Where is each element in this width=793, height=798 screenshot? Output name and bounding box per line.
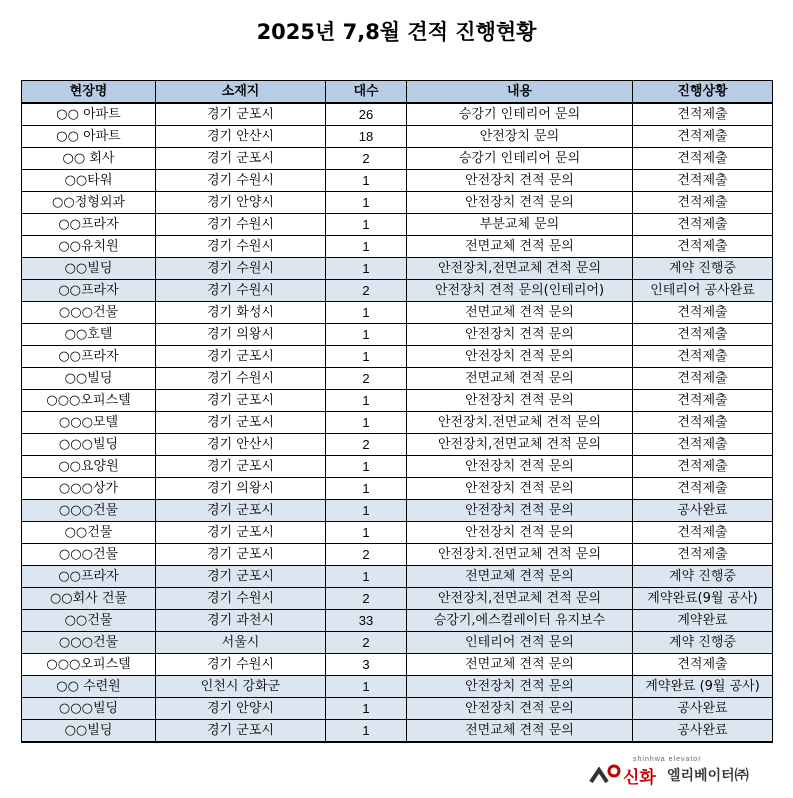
cell-content: 안전장치 견적 문의 bbox=[407, 500, 633, 522]
cell-count: 33 bbox=[326, 610, 407, 632]
cell-location: 경기 군포시 bbox=[156, 346, 326, 368]
table-row bbox=[22, 588, 773, 610]
cell-count: 2 bbox=[326, 434, 407, 456]
cell-site: ○○건물 bbox=[22, 522, 156, 544]
logo-company-suffix: 엘리베이터㈜ bbox=[667, 768, 749, 784]
table-row bbox=[22, 698, 773, 720]
cell-content: 안전장치 견적 문의 bbox=[407, 170, 633, 192]
table-row bbox=[22, 632, 773, 654]
cell-count: 1 bbox=[326, 698, 407, 720]
cell-site: ○○빌딩 bbox=[22, 720, 156, 743]
table-row bbox=[22, 324, 773, 346]
cell-count: 1 bbox=[326, 500, 407, 522]
cell-location: 서울시 bbox=[156, 632, 326, 654]
cell-content: 전면교체 견적 문의 bbox=[407, 720, 633, 743]
cell-content: 전면교체 견적 문의 bbox=[407, 368, 633, 390]
cell-site: ○○○빌딩 bbox=[22, 698, 156, 720]
shinhwa-logo-mark-icon bbox=[589, 762, 621, 784]
cell-location: 경기 수원시 bbox=[156, 258, 326, 280]
cell-content: 안전장치 견적 문의 bbox=[407, 698, 633, 720]
cell-status: 공사완료 bbox=[633, 500, 773, 522]
cell-site: ○○유치원 bbox=[22, 236, 156, 258]
cell-count: 1 bbox=[326, 566, 407, 588]
table-row bbox=[22, 192, 773, 214]
cell-status: 공사완료 bbox=[633, 698, 773, 720]
table-row bbox=[22, 280, 773, 302]
table-row bbox=[22, 368, 773, 390]
cell-count: 1 bbox=[326, 522, 407, 544]
cell-location: 경기 화성시 bbox=[156, 302, 326, 324]
cell-status: 견적제출 bbox=[633, 126, 773, 148]
logo-subtitle: shinhwa elevator bbox=[633, 756, 702, 763]
cell-site: ○○○건물 bbox=[22, 632, 156, 654]
cell-count: 1 bbox=[326, 390, 407, 412]
header-count: 대수 bbox=[326, 81, 407, 104]
cell-count: 1 bbox=[326, 456, 407, 478]
cell-status: 계약 진행중 bbox=[633, 566, 773, 588]
cell-location: 경기 수원시 bbox=[156, 588, 326, 610]
header-content: 내용 bbox=[407, 81, 633, 104]
cell-content: 승강기 인테리어 문의 bbox=[407, 103, 633, 126]
cell-location: 경기 수원시 bbox=[156, 236, 326, 258]
header-location: 소재지 bbox=[156, 81, 326, 104]
cell-status: 인테리어 공사완료 bbox=[633, 280, 773, 302]
cell-status: 견적제출 bbox=[633, 390, 773, 412]
cell-content: 안전장치 견적 문의 bbox=[407, 676, 633, 698]
cell-count: 1 bbox=[326, 236, 407, 258]
cell-site: ○○프라자 bbox=[22, 280, 156, 302]
cell-site: ○○정형외과 bbox=[22, 192, 156, 214]
cell-location: 경기 과천시 bbox=[156, 610, 326, 632]
cell-content: 안전장치 견적 문의 bbox=[407, 478, 633, 500]
cell-site: ○○○상가 bbox=[22, 478, 156, 500]
cell-content: 승강기,에스컬레이터 유지보수 bbox=[407, 610, 633, 632]
cell-content: 부분교체 문의 bbox=[407, 214, 633, 236]
cell-count: 2 bbox=[326, 148, 407, 170]
cell-location: 경기 수원시 bbox=[156, 170, 326, 192]
table-row bbox=[22, 434, 773, 456]
cell-status: 계약 진행중 bbox=[633, 632, 773, 654]
table-row bbox=[22, 720, 773, 743]
cell-content: 안전장치 견적 문의(인테리어) bbox=[407, 280, 633, 302]
cell-status: 견적제출 bbox=[633, 368, 773, 390]
cell-status: 견적제출 bbox=[633, 522, 773, 544]
cell-status: 견적제출 bbox=[633, 148, 773, 170]
cell-status: 견적제출 bbox=[633, 654, 773, 676]
cell-content: 안전장치 견적 문의 bbox=[407, 192, 633, 214]
cell-status: 견적제출 bbox=[633, 103, 773, 126]
cell-status: 견적제출 bbox=[633, 346, 773, 368]
cell-status: 견적제출 bbox=[633, 214, 773, 236]
cell-location: 경기 수원시 bbox=[156, 654, 326, 676]
cell-status: 견적제출 bbox=[633, 412, 773, 434]
cell-count: 2 bbox=[326, 632, 407, 654]
cell-location: 경기 군포시 bbox=[156, 390, 326, 412]
cell-site: ○○ 회사 bbox=[22, 148, 156, 170]
cell-location: 경기 안양시 bbox=[156, 698, 326, 720]
cell-location: 경기 군포시 bbox=[156, 720, 326, 743]
cell-site: ○○프라자 bbox=[22, 346, 156, 368]
table-row bbox=[22, 214, 773, 236]
table-row bbox=[22, 566, 773, 588]
cell-count: 1 bbox=[326, 192, 407, 214]
cell-count: 2 bbox=[326, 368, 407, 390]
cell-location: 경기 의왕시 bbox=[156, 324, 326, 346]
cell-site: ○○○모텔 bbox=[22, 412, 156, 434]
cell-location: 경기 수원시 bbox=[156, 214, 326, 236]
cell-site: ○○○건물 bbox=[22, 302, 156, 324]
table-row bbox=[22, 456, 773, 478]
cell-location: 경기 수원시 bbox=[156, 280, 326, 302]
cell-location: 경기 군포시 bbox=[156, 522, 326, 544]
cell-site: ○○건물 bbox=[22, 610, 156, 632]
cell-count: 2 bbox=[326, 280, 407, 302]
cell-site: ○○타워 bbox=[22, 170, 156, 192]
cell-site: ○○○건물 bbox=[22, 500, 156, 522]
cell-count: 1 bbox=[326, 302, 407, 324]
cell-site: ○○프라자 bbox=[22, 566, 156, 588]
cell-count: 1 bbox=[326, 676, 407, 698]
cell-status: 견적제출 bbox=[633, 192, 773, 214]
cell-site: ○○○빌딩 bbox=[22, 434, 156, 456]
cell-status: 계약완료 (9월 공사) bbox=[633, 676, 773, 698]
table-header-row bbox=[22, 81, 773, 104]
table-row bbox=[22, 126, 773, 148]
cell-status: 계약완료 bbox=[633, 610, 773, 632]
cell-status: 견적제출 bbox=[633, 544, 773, 566]
cell-content: 전면교체 견적 문의 bbox=[407, 654, 633, 676]
cell-count: 1 bbox=[326, 324, 407, 346]
cell-content: 안전장치 문의 bbox=[407, 126, 633, 148]
quote-status-table bbox=[21, 80, 773, 743]
header-status: 진행상황 bbox=[633, 81, 773, 104]
cell-content: 전면교체 견적 문의 bbox=[407, 566, 633, 588]
table-row bbox=[22, 544, 773, 566]
table-row bbox=[22, 654, 773, 676]
cell-site: ○○빌딩 bbox=[22, 258, 156, 280]
cell-count: 3 bbox=[326, 654, 407, 676]
cell-content: 안전장치,전면교체 견적 문의 bbox=[407, 258, 633, 280]
cell-count: 1 bbox=[326, 258, 407, 280]
cell-site: ○○ 아파트 bbox=[22, 126, 156, 148]
cell-location: 경기 군포시 bbox=[156, 412, 326, 434]
company-logo bbox=[589, 754, 779, 788]
table-row bbox=[22, 170, 773, 192]
cell-status: 견적제출 bbox=[633, 434, 773, 456]
cell-status: 견적제출 bbox=[633, 170, 773, 192]
cell-location: 경기 군포시 bbox=[156, 566, 326, 588]
header-site: 현장명 bbox=[22, 81, 156, 104]
table-row bbox=[22, 236, 773, 258]
cell-location: 인천시 강화군 bbox=[156, 676, 326, 698]
cell-content: 승강기 인테리어 문의 bbox=[407, 148, 633, 170]
cell-location: 경기 군포시 bbox=[156, 148, 326, 170]
cell-content: 안전장치,전면교체 견적 문의 bbox=[407, 588, 633, 610]
cell-count: 2 bbox=[326, 588, 407, 610]
cell-content: 안전장치 견적 문의 bbox=[407, 324, 633, 346]
cell-status: 견적제출 bbox=[633, 302, 773, 324]
cell-location: 경기 안산시 bbox=[156, 126, 326, 148]
cell-count: 1 bbox=[326, 412, 407, 434]
cell-count: 1 bbox=[326, 214, 407, 236]
cell-site: ○○○건물 bbox=[22, 544, 156, 566]
cell-site: ○○ 수련원 bbox=[22, 676, 156, 698]
cell-count: 1 bbox=[326, 346, 407, 368]
cell-count: 1 bbox=[326, 170, 407, 192]
table-row bbox=[22, 610, 773, 632]
cell-location: 경기 군포시 bbox=[156, 103, 326, 126]
cell-status: 계약완료(9월 공사) bbox=[633, 588, 773, 610]
table-row bbox=[22, 522, 773, 544]
cell-site: ○○요양원 bbox=[22, 456, 156, 478]
cell-status: 공사완료 bbox=[633, 720, 773, 743]
table-row bbox=[22, 500, 773, 522]
cell-site: ○○회사 건물 bbox=[22, 588, 156, 610]
table-row bbox=[22, 302, 773, 324]
cell-site: ○○빌딩 bbox=[22, 368, 156, 390]
cell-count: 2 bbox=[326, 544, 407, 566]
table-row bbox=[22, 390, 773, 412]
cell-count: 26 bbox=[326, 103, 407, 126]
cell-count: 18 bbox=[326, 126, 407, 148]
cell-content: 안전장치,전면교체 견적 문의 bbox=[407, 434, 633, 456]
cell-site: ○○프라자 bbox=[22, 214, 156, 236]
cell-content: 안전장치 견적 문의 bbox=[407, 346, 633, 368]
cell-location: 경기 군포시 bbox=[156, 500, 326, 522]
table-row bbox=[22, 478, 773, 500]
cell-location: 경기 의왕시 bbox=[156, 478, 326, 500]
cell-content: 안전장치 견적 문의 bbox=[407, 456, 633, 478]
cell-content: 안전장치 견적 문의 bbox=[407, 390, 633, 412]
cell-status: 계약 진행중 bbox=[633, 258, 773, 280]
cell-count: 1 bbox=[326, 478, 407, 500]
cell-count: 1 bbox=[326, 720, 407, 743]
cell-site: ○○호텔 bbox=[22, 324, 156, 346]
page-title: 2025년 7,8월 견적 진행현황 bbox=[256, 20, 537, 44]
cell-content: 전면교체 견적 문의 bbox=[407, 236, 633, 258]
logo-name: 신화 bbox=[623, 768, 656, 788]
cell-content: 전면교체 견적 문의 bbox=[407, 302, 633, 324]
cell-location: 경기 군포시 bbox=[156, 544, 326, 566]
table-row bbox=[22, 676, 773, 698]
cell-location: 경기 안산시 bbox=[156, 434, 326, 456]
cell-content: 안전장치.전면교체 견적 문의 bbox=[407, 544, 633, 566]
cell-location: 경기 수원시 bbox=[156, 368, 326, 390]
cell-content: 안전장치 견적 문의 bbox=[407, 522, 633, 544]
table-row bbox=[22, 346, 773, 368]
cell-status: 견적제출 bbox=[633, 236, 773, 258]
cell-location: 경기 군포시 bbox=[156, 456, 326, 478]
cell-content: 안전장치.전면교체 견적 문의 bbox=[407, 412, 633, 434]
cell-site: ○○○오피스텔 bbox=[22, 390, 156, 412]
table-row bbox=[22, 103, 773, 126]
cell-status: 견적제출 bbox=[633, 456, 773, 478]
cell-status: 견적제출 bbox=[633, 324, 773, 346]
table-row bbox=[22, 258, 773, 280]
cell-status: 견적제출 bbox=[633, 478, 773, 500]
cell-content: 인테리어 견적 문의 bbox=[407, 632, 633, 654]
cell-location: 경기 안양시 bbox=[156, 192, 326, 214]
table-row bbox=[22, 412, 773, 434]
cell-site: ○○○오피스텔 bbox=[22, 654, 156, 676]
cell-site: ○○ 아파트 bbox=[22, 103, 156, 126]
table-row bbox=[22, 148, 773, 170]
